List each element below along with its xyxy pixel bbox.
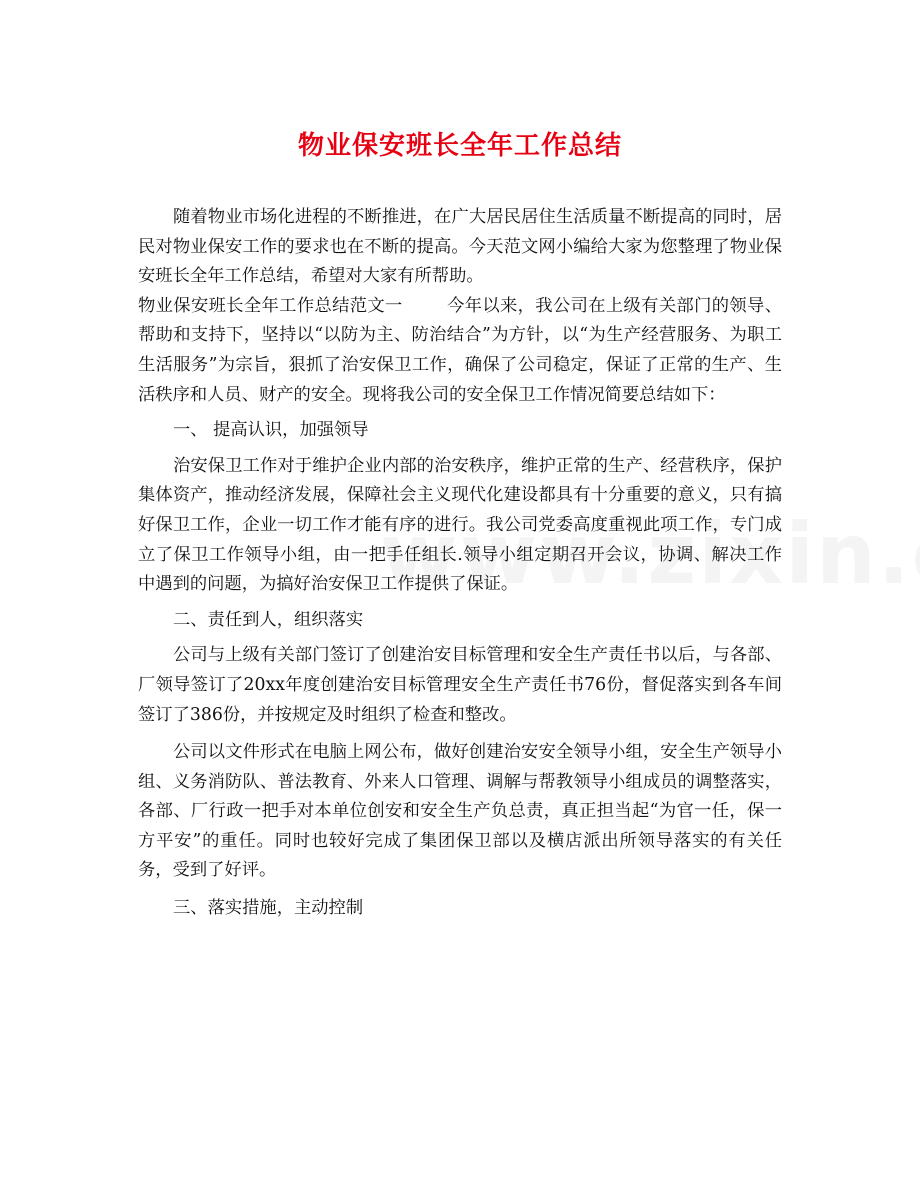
section-2-paragraph-1: 公司与上级有关部门签订了创建治安目标管理和安全生产责任书以后，与各部、厂领导签订了20xx年度创建治安目标管理安全生产责任书76份，督促落实到各车间签订了386份，并按规定及时组织了检查和整改。 xyxy=(138,645,782,725)
sample-text: 今年以来，我公司在上级有关部门的领导、帮助和支持下，坚持以“以防为主、防治结合”为方针，以“为生产经营服务、为职工生活服务”为宗旨，狠抓了治安保卫工作，确保了公司稳定，保证了正常的生产、生活秩序和人员、财产的安全。现将我公司的安全保卫工作情况简要总结如下： xyxy=(138,295,782,405)
section-2-heading: 二、责任到人，组织落实 xyxy=(173,609,364,630)
sample-paragraph xyxy=(138,292,782,410)
sample-label: 物业保安班长全年工作总结范文一 xyxy=(138,295,403,316)
intro-paragraph: 随着物业市场化进程的不断推进，在广大居民居住生活质量不断提高的同时，居民对物业保安工作的要求也在不断的提高。今天范文网小编给大家为您整理了物业保安班长全年工作总结，希望对大家有所帮助。 xyxy=(138,207,782,287)
document-title: 物业保安班长全年工作总结 xyxy=(297,131,622,161)
document-body xyxy=(138,203,782,924)
section-1-heading: 一、 提高认识，加强领导 xyxy=(173,420,369,441)
section-3-heading: 三、落实措施，主动控制 xyxy=(173,898,364,919)
section-1-paragraph: 治安保卫工作对于维护企业内部的治安秩序，维护正常的生产、经营秩序，保护集体资产，推动经济发展，保障社会主义现代化建设都具有十分重要的意义，只有搞好保卫工作，企业一切工作才能有序的进行。我公司党委高度重视此项工作，专门成立了保卫工作领导小组，由一把手任组长.领导小组定期召开会议，协调、解决工作中遇到的问题，为搞好治安保卫工作提供了保证。 xyxy=(138,455,782,595)
section-2-paragraph-2: 公司以文件形式在电脑上网公布，做好创建治安安全领导小组，安全生产领导小组、义务消防队、普法教育、外来人口管理、调解与帮教领导小组成员的调整落实，各部、厂行政一把手对本单位创安和安全生产负总责，真正担当起“为官一任，保一方平安”的重任。同时也较好完成了集团保卫部以及横店派出所领导落实的有关任务，受到了好评。 xyxy=(138,742,782,881)
